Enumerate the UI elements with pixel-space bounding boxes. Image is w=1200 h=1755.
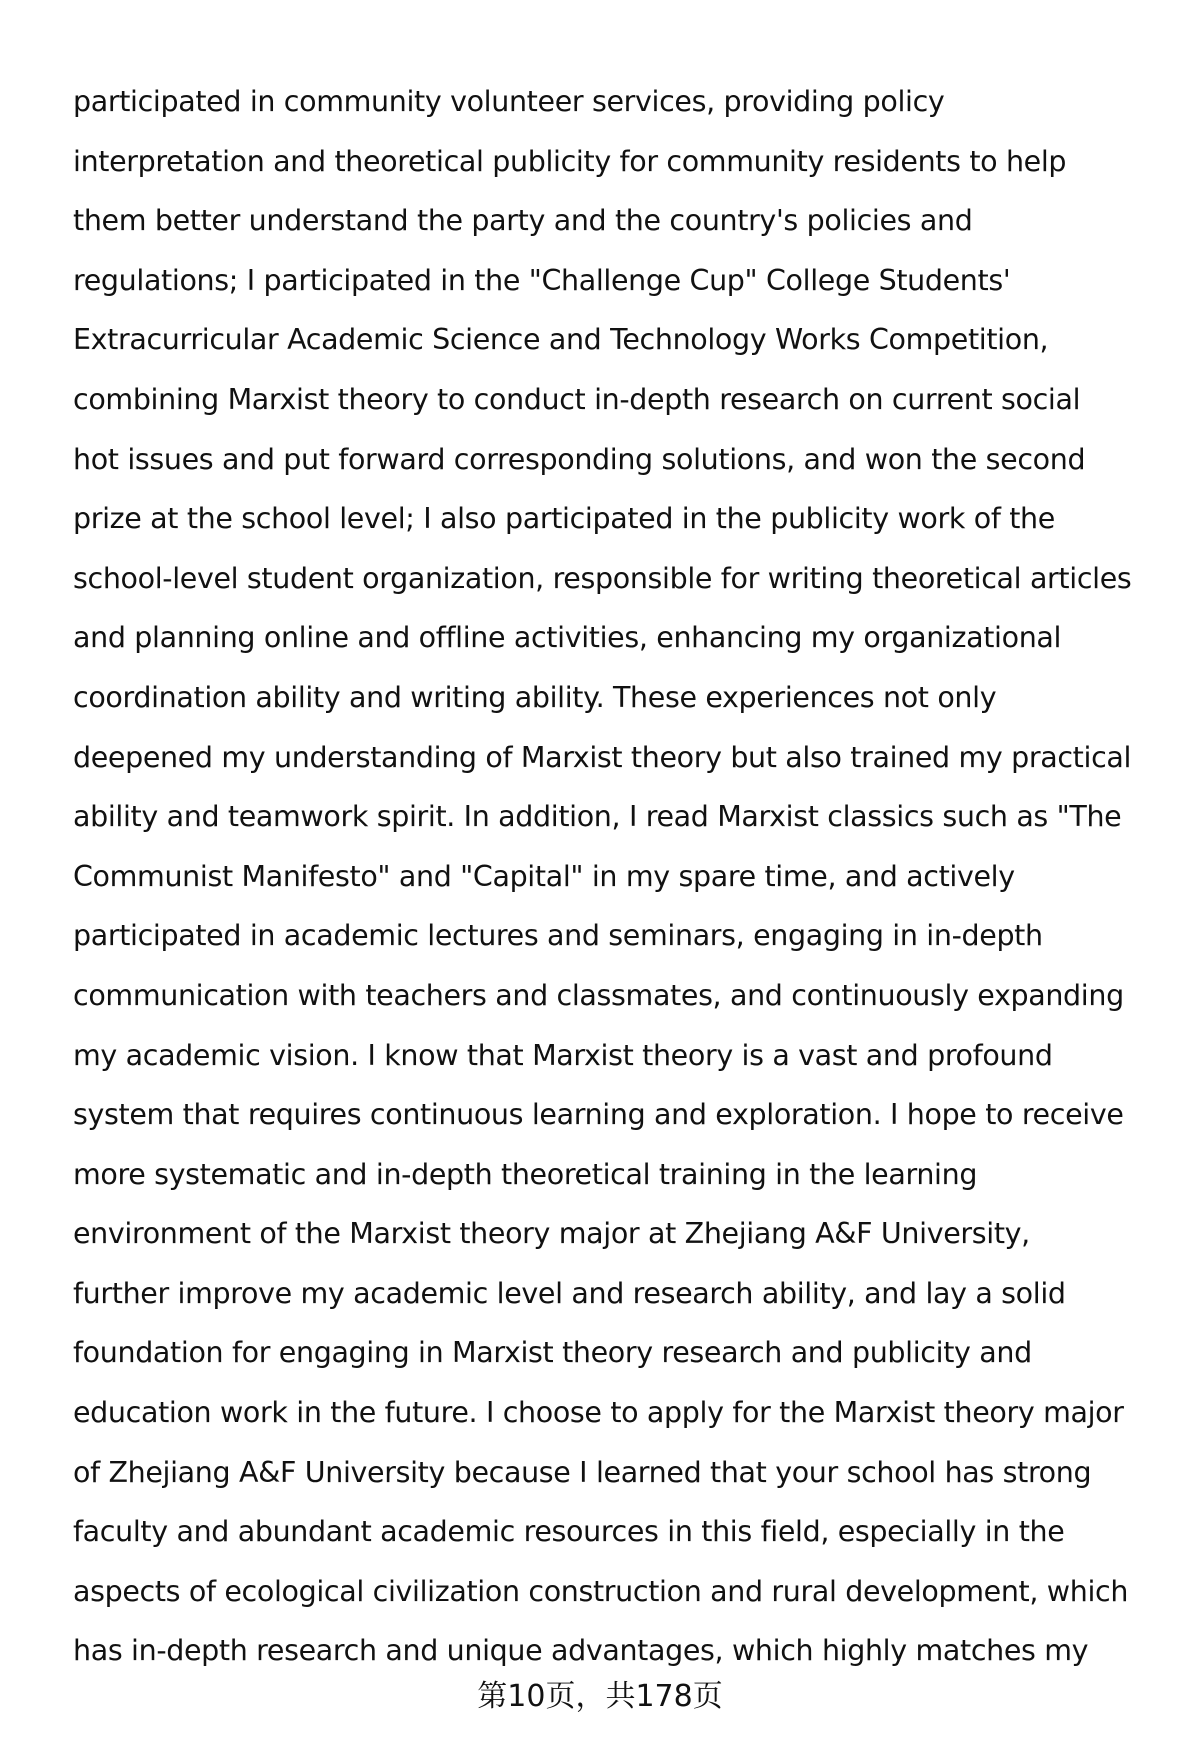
text-line: prize at the school level; I also participated in the publicity work of the xyxy=(73,502,1055,536)
text-line: education work in the future. I choose to apply for the Marxist theory major xyxy=(73,1396,1124,1430)
text-line: them better understand the party and the country's policies and xyxy=(73,204,973,238)
page-number: 第10页，共178页 xyxy=(477,1679,723,1714)
text-line: participated in community volunteer services, providing policy xyxy=(73,85,945,118)
text-line: participated in academic lectures and seminars, engaging in in-depth xyxy=(73,919,1043,953)
text-line: of Zhejiang A&F University because I learned that your school has strong xyxy=(73,1455,1092,1489)
text-line: regulations; I participated in the "Challenge Cup" College Students' xyxy=(73,263,1011,297)
text-line: school-level student organization, responsible for writing theoretical articles xyxy=(73,561,1132,595)
text-line: further improve my academic level and research ability, and lay a solid xyxy=(73,1276,1066,1310)
text-line: aspects of ecological civilization construction and rural development, which xyxy=(73,1574,1129,1608)
text-line: my academic vision. I know that Marxist theory is a vast and profound xyxy=(73,1038,1053,1072)
text-line: Extracurricular Academic Science and Technology Works Competition, xyxy=(73,323,1049,357)
text-line: combining Marxist theory to conduct in-depth research on current social xyxy=(73,382,1081,416)
document-body xyxy=(73,72,1183,1681)
text-line: faculty and abundant academic resources in this field, especially in the xyxy=(73,1515,1065,1549)
text-line: deepened my understanding of Marxist theory but also trained my practical xyxy=(73,740,1132,774)
text-line: Communist Manifesto" and "Capital" in my spare time, and actively xyxy=(73,859,1015,893)
text-line: has in-depth research and unique advantages, which highly matches my xyxy=(73,1634,1089,1668)
text-line: and planning online and offline activities, enhancing my organizational xyxy=(73,621,1062,655)
text-line: interpretation and theoretical publicity for community residents to help xyxy=(73,144,1067,178)
text-line: environment of the Marxist theory major at Zhejiang A&F University, xyxy=(73,1217,1030,1251)
text-line: foundation for engaging in Marxist theory research and publicity and xyxy=(73,1336,1032,1370)
text-line: ability and teamwork spirit. In addition, I read Marxist classics such as "The xyxy=(73,800,1122,834)
text-line: hot issues and put forward corresponding solutions, and won the second xyxy=(73,442,1086,476)
text-line: communication with teachers and classmates, and continuously expanding xyxy=(73,978,1124,1012)
text-line: coordination ability and writing ability. These experiences not only xyxy=(73,680,997,714)
text-line: system that requires continuous learning and exploration. I hope to receive xyxy=(73,1098,1124,1132)
text-line: more systematic and in-depth theoretical training in the learning xyxy=(73,1157,978,1191)
